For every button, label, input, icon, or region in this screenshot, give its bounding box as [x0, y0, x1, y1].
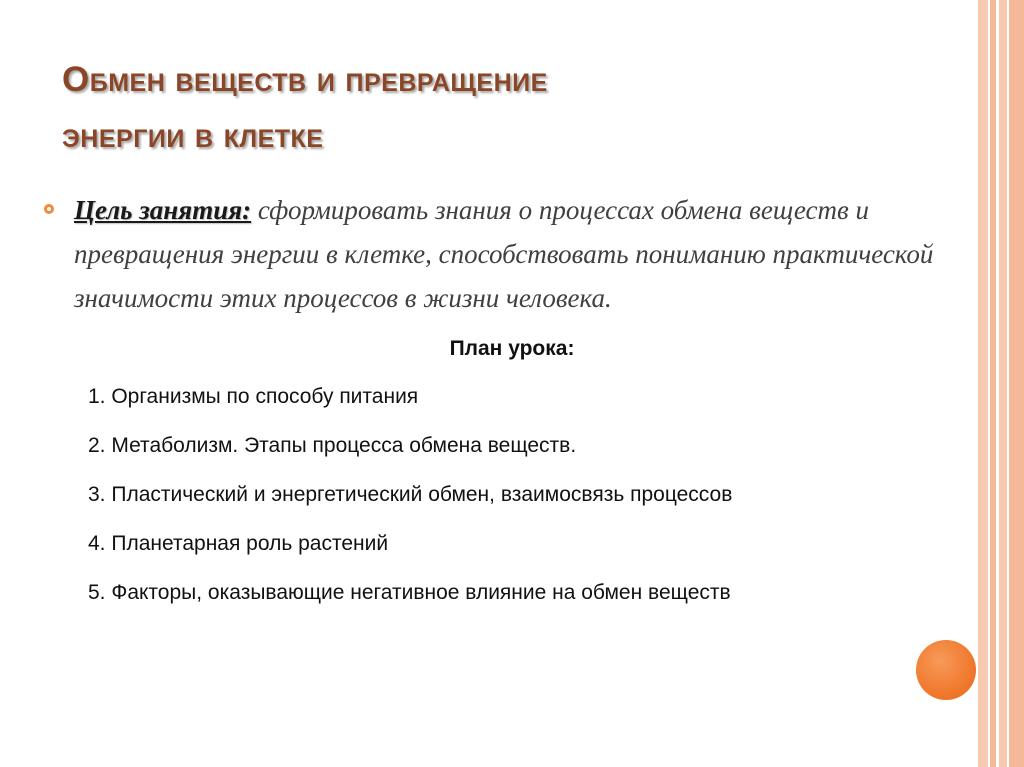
goal-bullet: [44, 188, 944, 320]
decor-stripe: [1009, 0, 1024, 767]
plan-item: 4. Планетарная роль растений: [88, 532, 389, 555]
slide-title-line-2: энергии в клетке: [62, 116, 324, 155]
decor-stripe: [999, 0, 1007, 767]
slide-title-line-1: Обмен веществ и превращение: [62, 60, 548, 99]
plan-item: 1. Организмы по способу питания: [88, 385, 419, 408]
goal-text: сформировать знания о процессах обмена веществ и превращения энергии в клетке, способствовать пониманию практической значимости этих процессов в жизни человека.: [74, 195, 934, 313]
goal-paragraph: [74, 188, 944, 320]
plan-list: [88, 382, 948, 627]
plan-item: 2. Метаболизм. Этапы процесса обмена веществ.: [88, 434, 577, 457]
plan-item: 3. Пластический и энергетический обмен, взаимосвязь процессов: [88, 483, 733, 506]
slide-title: [62, 52, 942, 164]
plan-title: План урока:: [449, 337, 575, 360]
decor-stripe: [978, 0, 988, 767]
ring-bullet-icon: [44, 204, 54, 214]
plan-item: 5. Факторы, оказывающие негативное влияние на обмен веществ: [88, 581, 731, 604]
goal-label: Цель занятия:: [74, 195, 252, 225]
orange-circle-icon: [916, 640, 976, 700]
